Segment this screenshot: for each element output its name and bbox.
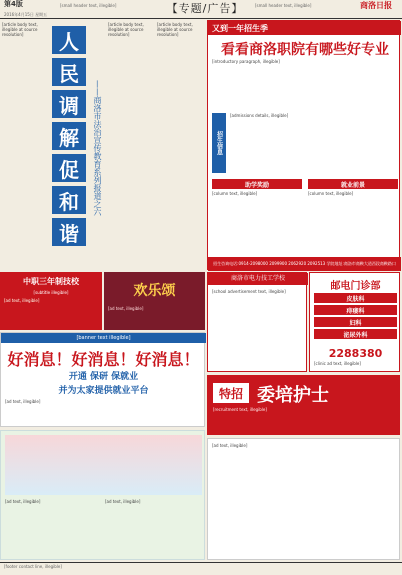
clinic-item: 妇科 <box>314 317 397 327</box>
clinic-item: 皮肤科 <box>314 293 397 303</box>
title-char: 促 <box>52 154 86 182</box>
good-news-text: [ad text, illegible] <box>5 399 41 404</box>
good-news-banner <box>1 333 206 343</box>
clinic-ad <box>309 272 400 372</box>
admissions-footer <box>208 257 401 271</box>
tech-school-sub: [subtitle illegible] <box>33 290 69 295</box>
good-news-ad <box>0 332 205 427</box>
power-school-text: [school advertisement text, illegible] <box>212 289 286 294</box>
page-number: 第4版 <box>4 0 23 8</box>
tech-school-ad <box>0 272 102 330</box>
left-col-title: 助学奖励 <box>212 179 302 189</box>
bottom-left-text: [ad text, illegible] <box>5 499 41 504</box>
article-col-2: [article body text, illegible at source resolution] <box>108 22 144 37</box>
article-col-3: [article body text, illegible at source resolution] <box>157 22 193 37</box>
admissions-intro: [introductory paragraph, illegible] <box>212 59 280 64</box>
bottom-mid-text: [ad text, illegible] <box>105 499 141 504</box>
festival-ad <box>104 272 205 330</box>
bottom-right-ad <box>207 438 400 560</box>
clinic-items <box>314 293 397 339</box>
admissions-headline: 看看商洛职院有哪些好专业 <box>221 42 389 58</box>
clinic-item: 痔瘘科 <box>314 305 397 315</box>
tech-school-text: [ad text, illegible] <box>4 298 40 303</box>
title-char: 谐 <box>52 218 86 246</box>
right-col-title: 就业前景 <box>308 179 398 189</box>
admissions-ad <box>207 20 400 270</box>
nursing-tag: 特招 <box>213 383 249 403</box>
left-col-text: [column text, illegible] <box>212 191 258 196</box>
bottom-left-ad <box>0 430 205 560</box>
header-left-info: [small header text, illegible] <box>60 3 117 8</box>
feature-subtitle: ——商洛市法治宣传教育系列报道之六 <box>93 80 102 216</box>
admissions-banner <box>208 21 401 35</box>
header-right-info: [small header text, illegible] <box>255 3 312 8</box>
footer-text: [footer contact line, illegible] <box>4 564 62 569</box>
good-news-headline: 好消息！好消息！好消息！ <box>7 350 200 369</box>
title-char: 人 <box>52 26 86 54</box>
clinic-phone: 2288380 <box>328 347 383 360</box>
festival-text: [ad text, illegible] <box>108 306 144 311</box>
date-line: 2016年4月15日 星期五 <box>4 12 48 17</box>
title-char: 和 <box>52 186 86 214</box>
bottom-right-text: [ad text, illegible] <box>212 443 248 448</box>
good-news-sub1: 开通 保研 保就业 <box>68 372 139 382</box>
festival-banner: 欢乐颂 <box>133 283 176 299</box>
title-char: 民 <box>52 58 86 86</box>
right-col-text: [column text, illegible] <box>308 191 354 196</box>
admissions-side-badge-text: 招生信息 <box>215 131 223 155</box>
nursing-text: [recruitment text, illegible] <box>213 407 267 412</box>
admissions-info: [admissions details, illegible] <box>230 113 289 118</box>
page-header <box>0 0 402 17</box>
section-title: 【专题/广告】 <box>166 2 244 15</box>
masthead: 商洛日报 <box>360 1 392 10</box>
header-rule <box>0 18 402 19</box>
power-school-ad <box>207 272 307 372</box>
clinic-item: 泌尿外科 <box>314 329 397 339</box>
admissions-banner-text: 又到一年招生季 <box>212 23 268 33</box>
feature-article <box>0 20 205 270</box>
footer-rule <box>0 562 402 563</box>
nursing-title: 委培护士 <box>257 385 329 406</box>
power-school-title: 商洛市电力技工学校 <box>208 273 308 285</box>
clinic-text: [clinic ad text, illegible] <box>314 361 361 366</box>
bottom-left-image <box>5 435 202 495</box>
clinic-badge: 邮电门诊部 <box>330 281 381 292</box>
title-char: 调 <box>52 90 86 118</box>
good-news-sub2: 并为太家提供就业平台 <box>58 386 149 396</box>
admissions-side-badge <box>212 113 226 173</box>
tech-school-title: 中职三年制技校 <box>23 277 79 286</box>
article-col-1: [article body text, illegible at source resolution] <box>2 22 38 37</box>
feature-title-block <box>52 26 86 266</box>
admissions-footer-text: 招生咨询电话:0914-2098000 2099900 2062920 2092513 学院地址:商洛市商鞅大道西段商鞅路口 <box>213 261 396 266</box>
title-char: 解 <box>52 122 86 150</box>
nursing-ad <box>207 375 400 435</box>
good-news-banner-text: [banner text illegible] <box>76 335 131 341</box>
